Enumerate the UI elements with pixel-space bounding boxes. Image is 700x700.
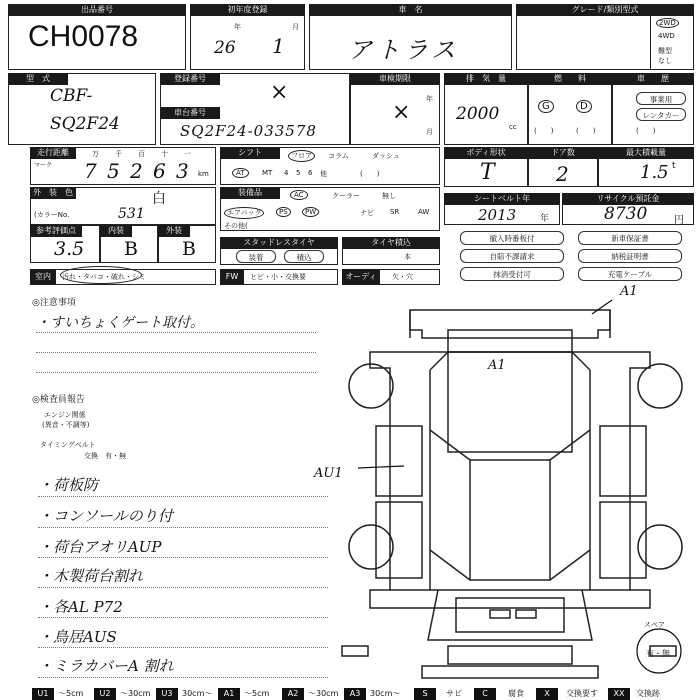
legend-code-a3: A3 [344,688,366,700]
first-reg-label: 初年度登録 [190,4,305,16]
fuel-d: D [576,100,592,113]
fw-label: FW [220,269,244,285]
shift-dash: ダッシュ [372,152,400,160]
report-item-3: ・荷台アオリAUP [38,538,162,556]
legend-desc-c: 腐食 [508,689,524,698]
first-reg-year-unit: 年 [234,23,241,31]
equip-pw: PW [302,207,319,217]
car-name-value: アトラス [348,36,460,64]
ref-score-value: 3.5 [54,238,85,260]
diagram-bed-inner [448,330,572,352]
equip-cooler: クーラー [332,192,360,200]
diagram-left-mirror [342,646,368,656]
shift-6: 6 [308,169,313,177]
diagram-left-door [376,502,422,578]
equip-ac: AC [290,190,308,200]
recycle-value: 8730 [604,204,648,224]
equip-other: その他( [224,222,248,230]
recycle-unit: 円 [674,215,684,226]
report-line-3 [38,557,328,558]
legend-desc-xx: 交換跡 [636,689,660,698]
mileage-digit-3: 6 [153,159,166,183]
report-item-4: ・木製荷台割れ [38,567,144,585]
mark-side-stroke [358,466,404,468]
spare-label: スペア [644,621,665,629]
report-line-5 [38,617,328,618]
audio-label: オーディオ [342,269,380,285]
shift-mt: MT [262,169,273,177]
doc-warranty: 新車保証書 [578,231,682,245]
notes-line-2 [36,352,316,353]
fuel-paren1: ( ) [534,127,554,135]
fuel-paren2: ( ) [576,127,596,135]
legend-code-xx: XX [608,688,630,700]
legend-desc-a1: 〜5cm [244,689,270,698]
grade-2wd: 2WD [656,18,679,28]
car-name-label: 車 名 [309,4,512,16]
shift-at: AT [232,168,249,178]
shift-other: 他 [320,170,327,178]
shift-column: コラム [328,152,349,160]
legend-desc-a2: 〜30cm [308,689,339,698]
reg-no-value: × [270,80,289,105]
diagram-bumper [422,666,598,678]
mileage-unit-2: 百 [138,150,145,158]
shift-5: 5 [296,169,301,177]
legend-desc-s: サビ [446,689,462,698]
legend-code-a2: A2 [282,688,304,700]
history-opt1: 事業用 [636,92,686,105]
shift-label: シフト [220,147,280,159]
legend-code-u3: U3 [156,688,178,700]
report-line-2 [38,527,328,528]
report-line-6 [38,647,328,648]
room-items: 汚れ・タバコ・破れ・シミ [62,273,146,281]
diagram-left-side [376,426,422,496]
chassis-value: SQ2F24-033578 [180,122,317,140]
mark-a1-mid: A1 [488,358,506,373]
grade-divider [650,16,651,70]
diagram-right-side [600,426,646,496]
notes-line-1 [36,332,316,333]
room-scribble [60,266,142,284]
wheel-rear-left [349,364,393,408]
mileage-digit-4: 3 [176,159,189,183]
wheel-front-right [638,525,682,569]
fw-items: ヒビ・小・交換要 [250,273,306,281]
model-line1: CBF- [50,86,93,106]
diagram-bed-floor [448,352,572,452]
equip-aw: AW [418,208,430,216]
mileage-mark: マーク [34,162,53,169]
history-paren: ( ) [636,127,656,135]
spare-opts: 有・無 [646,649,670,658]
legend-desc-u3: 30cm〜 [182,689,213,698]
interior-label: 内装 [100,225,132,237]
exterior-value: B [182,238,196,260]
notes-text: ・すいちょくゲート取付。 [36,315,204,331]
wheel-front-left [349,525,393,569]
displacement-value: 2000 [456,104,500,124]
diagram-left-front-panel [490,610,510,618]
doc-cable: 充電ケーブル [578,267,682,281]
shift-paren: ( ) [360,170,380,178]
mark-top-stroke [592,300,612,314]
body-label: ボディ形状 [444,147,528,159]
shift-4: 4 [284,169,289,177]
reg-no-label: 登録番号 [160,73,220,85]
mileage-digit-1: 5 [107,159,120,183]
model-label: 型 式 [8,73,68,85]
chassis-label: 車台番号 [160,107,220,119]
inspection-year-unit: 年 [426,95,433,103]
mileage-unit-1: 千 [115,150,122,158]
inspection-label: 車検期限 [350,73,440,85]
notes-line-3 [36,372,316,373]
report-engine-label: エンジン関係 [44,411,86,419]
doors-label: ドア数 [528,147,598,159]
legend-code-u1: U1 [32,688,54,700]
equip-ps: PS [276,207,291,217]
report-engine-sub: (異音・不調等) [42,421,90,429]
seatbelt-unit: 年 [540,214,550,224]
report-item-7: ・ミラカバーA 割れ [38,657,174,675]
mileage-unit-4: 一 [184,150,191,158]
lot-label: 出品番号 [8,4,186,16]
equip-navi: ナビ [360,209,374,217]
fuel-g: G [538,100,554,113]
grade-opt3: 難型 [658,47,672,55]
report-line-7 [38,677,328,678]
report-item-5: ・各AL P72 [38,598,123,616]
equip-none: 無し [382,192,396,200]
report-item-1: ・荷板防 [38,476,99,494]
legend-code-x: X [536,688,558,700]
report-title: ◎検査員報告 [32,395,85,405]
exterior-label: 外装 [158,225,190,237]
doc-cancel: 抹消受付可 [460,267,564,281]
body-value: T [480,160,495,185]
report-line-1 [38,496,328,497]
history-opt2: レンタカー [636,108,686,121]
grade-4wd: 4WD [658,32,675,40]
legend-code-c: C [474,688,496,700]
maxload-label: 最大積載量 [598,147,694,159]
studless-mounted: 装着 [236,250,276,263]
tire-label: タイヤ積込 [342,237,440,249]
room-label: 室内 [30,269,56,285]
legend-code-u2: U2 [94,688,116,700]
equip-airbag: エアバッグ [224,207,264,219]
first-reg-year: 26 [214,38,236,58]
legend-desc-u1: 〜5cm [58,689,84,698]
diagram-grille [448,646,572,664]
color-no: 531 [118,206,145,222]
wheel-rear-right [638,364,682,408]
displacement-label: 排 気 量 [444,73,528,85]
inspection-month-unit: 月 [426,128,433,136]
equipment-label: 装備品 [220,187,280,199]
mileage-label: 走行距離 [30,147,76,159]
studless-label: スタッドレスタイヤ [220,237,338,249]
tire-unit: 本 [404,253,411,261]
maxload-value: 1.5 [640,162,669,183]
first-reg-month: 1 [272,34,285,58]
doors-value: 2 [556,162,569,186]
report-item-2: ・コンソールのり付 [38,507,173,525]
diagram-cab-floor [470,460,550,580]
doc-plate: 撤入時番板付 [460,231,564,245]
mileage-digit-0: 7 [84,159,97,183]
lot-number: CH0078 [28,20,139,53]
doc-tax: 納税証明書 [578,249,682,263]
displacement-unit: cc [509,123,517,131]
studless-loaded: 積込 [284,250,324,263]
mark-a1-top: A1 [620,284,638,299]
doc-jibai: 自賠不課請求 [460,249,564,263]
equip-sr: SR [390,208,400,216]
grade-label: グレード/類別型式 [516,4,694,16]
inspection-value: × [392,100,411,125]
color-value: 白 [152,191,166,207]
interior-value: B [124,238,138,260]
first-reg-month-unit: 月 [292,23,299,31]
grade-opt4: なし [658,57,672,65]
legend-desc-x: 交換要す [566,689,598,698]
model-line2: SQ2F24 [50,114,120,134]
ref-score-label: 参考評価点 [30,225,82,237]
report-timing-opts: 交換 有・無 [84,452,126,460]
diagram-rear-gate [410,310,610,338]
notes-title: ◎注意事項 [32,298,76,308]
legend-code-a1: A1 [218,688,240,700]
shift-floor: フロア [288,150,315,162]
mileage-unit-3: 十 [161,150,168,158]
history-label: 車 歴 [612,73,694,85]
legend-desc-a3: 30cm〜 [370,689,401,698]
report-line-4 [38,587,328,588]
audio-items: 欠・穴 [392,273,413,281]
report-timing-label: タイミングベルト [40,441,96,449]
color-label: 外 装 色 [30,187,76,199]
seatbelt-label: シートベルト年 [444,193,560,205]
recycle-label: リサイクル預託金 [562,193,694,205]
report-item-6: ・鳥居AUS [38,628,117,646]
maxload-unit: t [672,161,676,171]
diagram-right-front-panel [516,610,536,618]
fuel-label: 燃 料 [528,73,612,85]
mileage-km: km [198,170,209,178]
legend-code-s: S [414,688,436,700]
seatbelt-value: 2013 [478,206,517,224]
diagram-bed-outer [370,352,650,608]
legend-desc-u2: 〜30cm [120,689,151,698]
mileage-unit-0: 万 [92,150,99,158]
mark-side: AU1 [314,466,343,481]
mileage-digit-2: 2 [130,159,143,183]
color-sub: (カラーNo. [34,211,70,219]
